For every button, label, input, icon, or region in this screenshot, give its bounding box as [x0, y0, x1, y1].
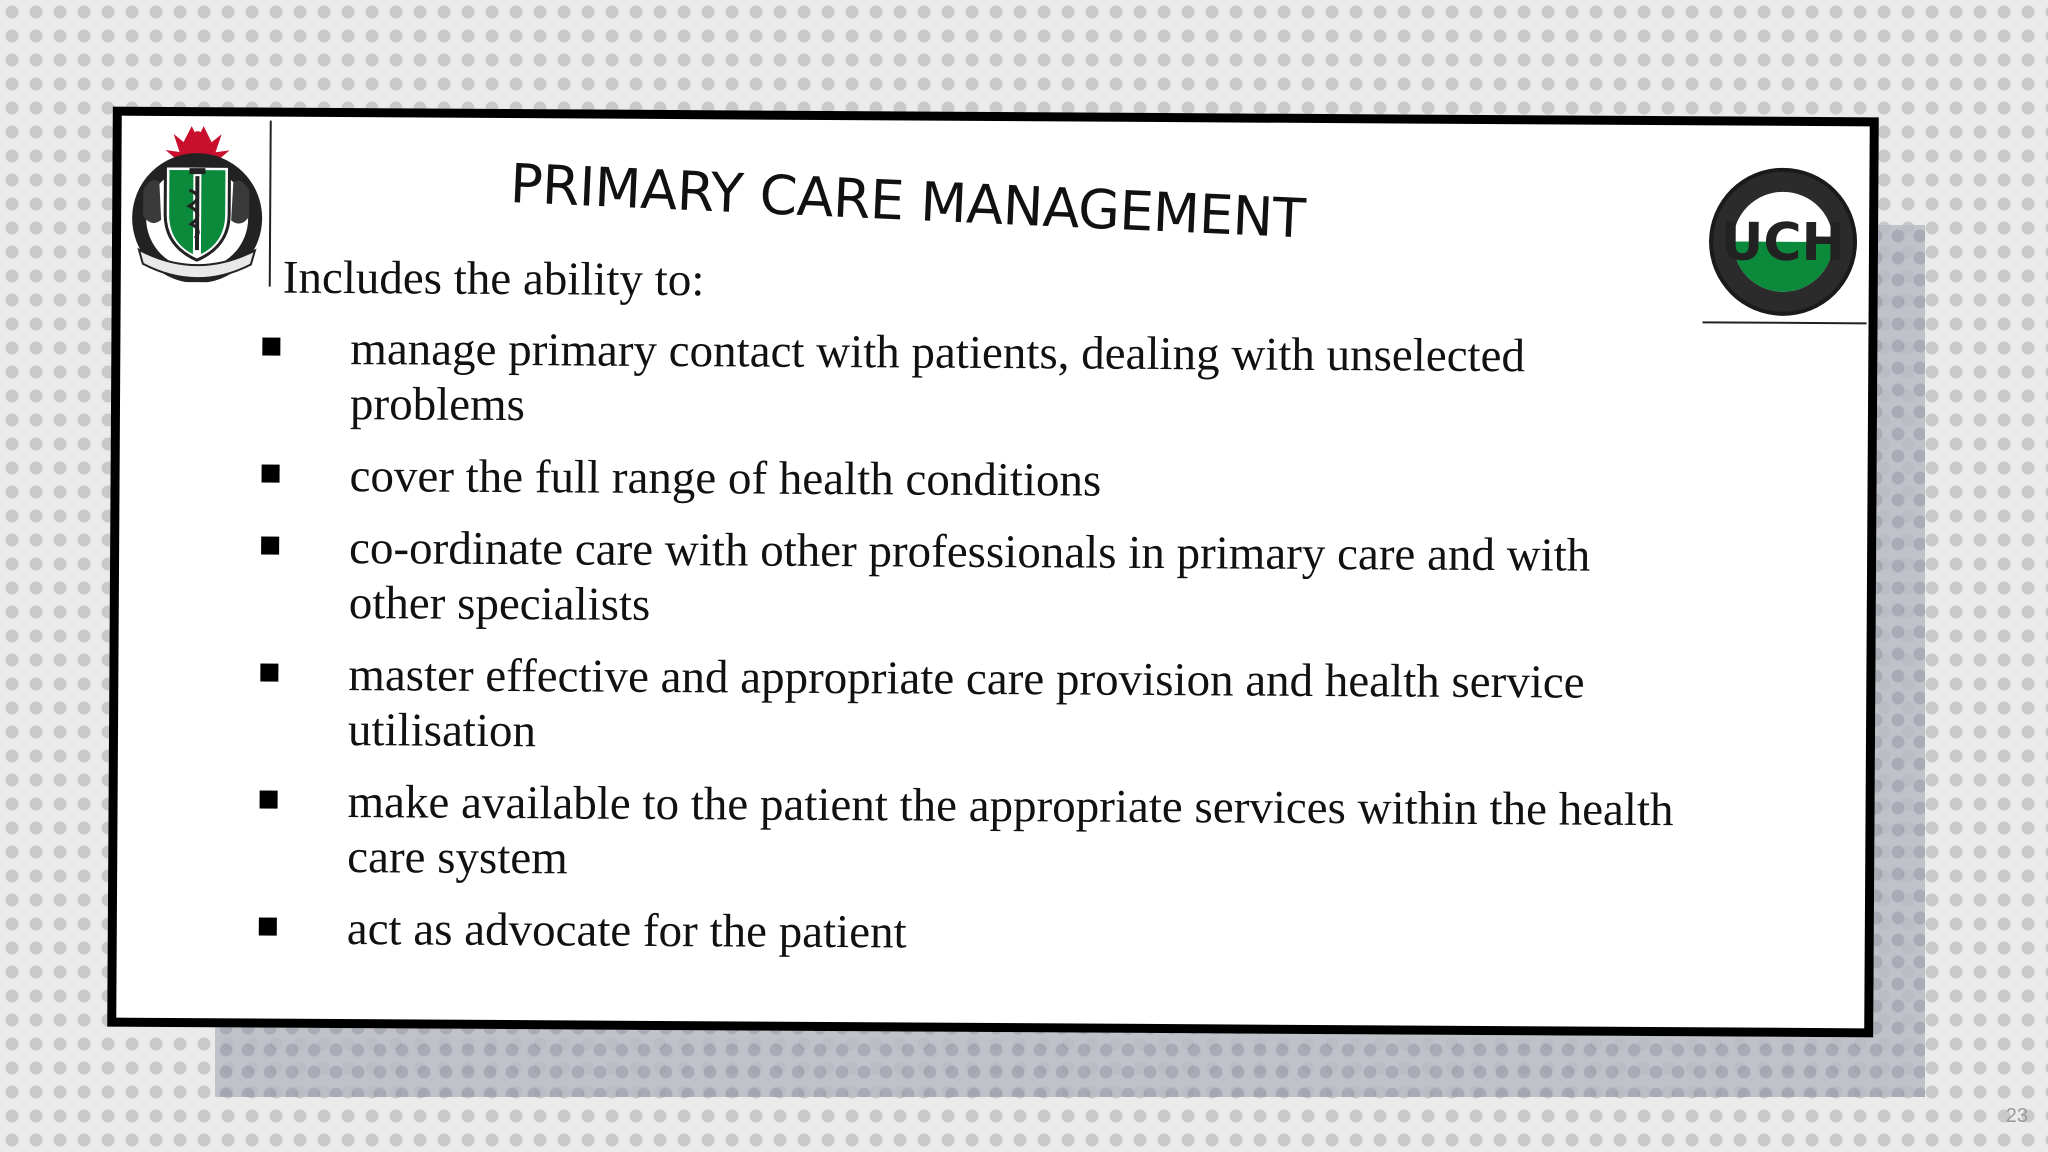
list-item-text: make available to the patient the appropriate services within the health care system	[347, 776, 1674, 885]
list-item-text: manage primary contact with patients, dealing with unselected problems	[349, 323, 1526, 432]
svg-text:UCH: UCH	[1720, 212, 1846, 274]
list-item-text: master effective and appropriate care provision and health service utilisation	[347, 649, 1585, 758]
university-college-hospital-logo-icon	[1703, 163, 1868, 324]
list-item	[261, 449, 1681, 513]
square-bullet-icon	[260, 664, 278, 682]
square-bullet-icon	[259, 918, 277, 936]
list-item-text: co-ordinate care with other professionals in primary care and with other specialists	[348, 522, 1591, 631]
list-item-text: cover the full range of health conditions	[349, 450, 1102, 507]
list-item	[260, 648, 1681, 767]
list-item	[259, 775, 1680, 894]
square-bullet-icon	[260, 791, 278, 809]
intro-text: Includes the ability to:	[282, 251, 705, 307]
list-item	[259, 902, 1679, 966]
postgraduate-college-crest-icon	[125, 120, 272, 287]
slide-card	[107, 107, 1879, 1038]
square-bullet-icon	[262, 465, 280, 483]
list-item	[262, 322, 1683, 441]
square-bullet-icon	[261, 537, 279, 555]
bullet-list	[259, 322, 1683, 983]
list-item-text: act as advocate for the patient	[346, 903, 907, 959]
page-number: 23	[2005, 1105, 2028, 1127]
list-item	[261, 521, 1682, 640]
slide-title: PRIMARY CARE MANAGEMENT	[508, 152, 1307, 251]
square-bullet-icon	[262, 338, 280, 356]
